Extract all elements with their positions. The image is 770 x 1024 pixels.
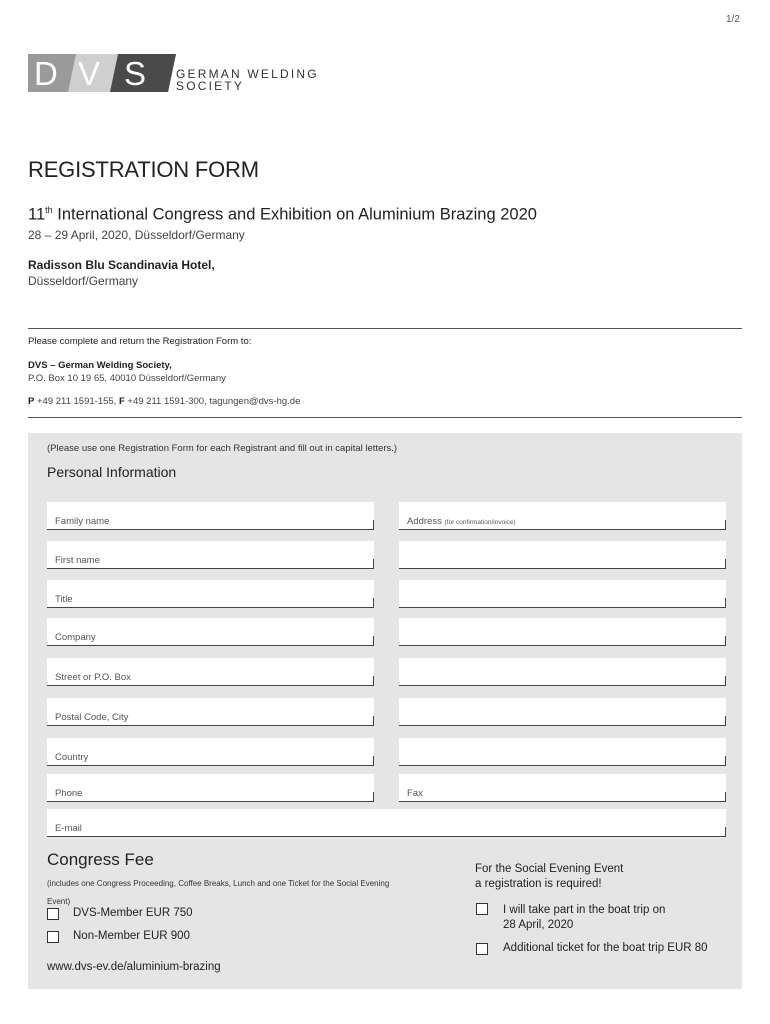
congress-fee-heading: Congress Fee: [47, 850, 154, 869]
event-ordinal: 11: [28, 205, 46, 224]
event-name: International Congress and Exhibition on Aluminium Brazing 2020: [52, 205, 537, 224]
address-line-5-field[interactable]: [399, 658, 726, 686]
company-field[interactable]: [47, 618, 374, 646]
street-label: Street or P.O. Box: [55, 672, 131, 683]
logo-line-2: SOCIETY: [176, 79, 245, 93]
page-number: 1/2: [726, 14, 740, 25]
fax-label: Fax: [407, 788, 423, 799]
title-field[interactable]: [47, 580, 374, 608]
logo-letter-s: S: [124, 55, 147, 92]
address-line-4-field[interactable]: [399, 618, 726, 646]
org-name: DVS – German Welding Society,: [28, 360, 172, 371]
postal-city-field[interactable]: [47, 698, 374, 726]
boat-line-1: I will take part in the boat trip on: [503, 904, 666, 916]
address-line-6-field[interactable]: [399, 698, 726, 726]
section-personal-information: Personal Information: [47, 464, 177, 480]
page-title: REGISTRATION FORM: [28, 157, 259, 182]
event-dates: 28 – 29 April, 2020, Düsseldorf/Germany: [28, 228, 245, 242]
email-field[interactable]: [47, 809, 726, 837]
first-name-field[interactable]: [47, 541, 374, 569]
additional-ticket-label: Additional ticket for the boat trip EUR 80: [503, 942, 708, 954]
company-label: Company: [55, 632, 96, 643]
first-name-label: First name: [55, 555, 100, 566]
member-option-label: DVS-Member EUR 750: [73, 907, 193, 919]
country-label: Country: [55, 752, 89, 763]
address-label-note: (for confirmation/invoice): [444, 519, 516, 526]
org-contact: [28, 396, 300, 407]
address-line-3-field[interactable]: [399, 580, 726, 608]
member-checkbox[interactable]: [47, 908, 59, 920]
fax-field[interactable]: [399, 774, 726, 802]
address-label: [407, 516, 516, 527]
event-url[interactable]: www.dvs-ev.de/aluminium-brazing: [47, 961, 221, 973]
boat-line-2: 28 April, 2020: [503, 919, 574, 931]
logo-line-1: GERMAN WELDING: [176, 67, 319, 81]
nonmember-checkbox[interactable]: [47, 931, 59, 943]
divider-top: [28, 328, 742, 329]
address-field[interactable]: [399, 502, 726, 530]
address-line-2-field[interactable]: [399, 541, 726, 569]
email-label: E-mail: [55, 823, 82, 834]
country-field[interactable]: [47, 738, 374, 766]
divider-bottom: [28, 417, 742, 418]
phone-label: Phone: [55, 788, 83, 799]
additional-ticket-checkbox[interactable]: [476, 943, 488, 955]
org-fax-email: +49 211 1591-300, tagungen@dvs-hg.de: [124, 396, 301, 407]
logo-letter-d: D: [34, 55, 58, 92]
family-name-label: Family name: [55, 516, 110, 527]
social-line-2: a registration is required!: [475, 878, 602, 890]
congress-fee-note: (includes one Congress Proceeding, Coffee Breaks, Lunch and one Ticket for the Social Evening Event): [47, 879, 390, 906]
street-field[interactable]: [47, 658, 374, 686]
social-evening-note: [475, 862, 623, 892]
address-line-7-field[interactable]: [399, 738, 726, 766]
org-address: P.O. Box 10 19 65, 40010 Düsseldorf/Germany: [28, 373, 226, 384]
social-line-1: For the Social Evening Event: [475, 863, 624, 875]
logo-letter-v: V: [78, 55, 101, 92]
boat-trip-label: [503, 903, 665, 933]
venue-name: Radisson Blu Scandinavia Hotel,: [28, 258, 215, 272]
family-name-field[interactable]: [47, 502, 374, 530]
venue-city: Düsseldorf/Germany: [28, 274, 139, 288]
org-phone: +49 211 1591-155,: [34, 396, 119, 407]
postal-city-label: Postal Code, City: [55, 712, 129, 723]
form-note: (Please use one Registration Form for each Registrant and fill out in capital letters.): [47, 443, 398, 454]
phone-prefix: P: [28, 396, 35, 407]
dvs-logo: [28, 54, 176, 92]
nonmember-option-label: Non-Member EUR 900: [73, 930, 190, 942]
address-label-text: Address: [407, 516, 442, 527]
fax-prefix: F: [118, 396, 125, 407]
return-label: Please complete and return the Registration Form to:: [28, 336, 252, 347]
title-label: Title: [55, 594, 73, 605]
boat-trip-checkbox[interactable]: [476, 903, 488, 915]
logo-wordmark: [176, 68, 319, 92]
phone-field[interactable]: [47, 774, 374, 802]
event-ordinal-suffix: th: [45, 205, 53, 215]
event-title: [28, 205, 537, 225]
